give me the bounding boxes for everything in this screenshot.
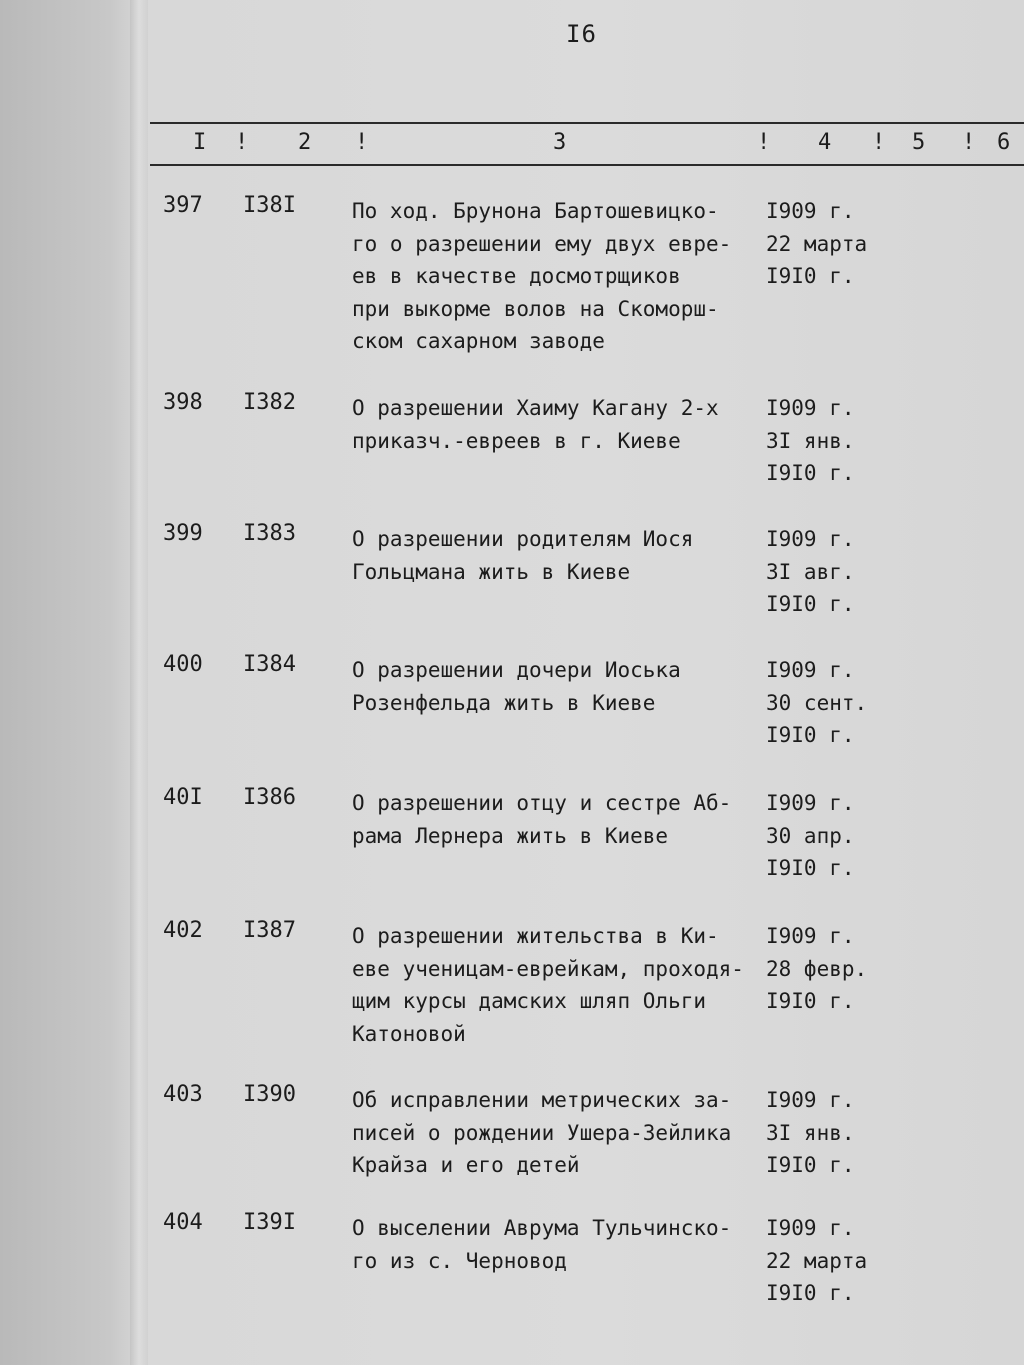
header-col-1: I xyxy=(193,130,207,155)
row-title: По ход. Брунона Бартошевицко- го о разрешении ему двух евре- ев в качестве досмотрщиков при выкорме волов на Скоморш- ском сахарном заводе xyxy=(352,199,732,353)
page-spine-shadow xyxy=(130,0,148,1365)
header-col-6: 6 xyxy=(997,130,1011,155)
row-code: I383 xyxy=(243,521,296,546)
row-number: 403 xyxy=(163,1082,203,1107)
header-col-3: 3 xyxy=(553,130,567,155)
row-title: О разрешении жительства в Ки- еве ученицам-еврейкам, проходя- щим курсы дамских шляп Ольги Катоновой xyxy=(352,924,744,1046)
row-code: I386 xyxy=(243,785,296,810)
row-number: 402 xyxy=(163,918,203,943)
row-dates: I909 г. 3I янв. I9I0 г. xyxy=(766,1088,855,1177)
row-dates: I909 г. 30 апр. I9I0 г. xyxy=(766,791,855,880)
row-dates: I909 г. 3I авг. I9I0 г. xyxy=(766,527,855,616)
page-number: I6 xyxy=(566,20,597,48)
row-dates: I909 г. 28 февр. I9I0 г. xyxy=(766,924,868,1013)
header-rule-bottom xyxy=(150,164,1024,166)
header-separator: ! xyxy=(235,130,249,155)
row-dates: I909 г. 3I янв. I9I0 г. xyxy=(766,396,855,485)
row-dates: I909 г. 30 сент. I9I0 г. xyxy=(766,658,868,747)
header-separator: ! xyxy=(757,130,771,155)
header-col-5: 5 xyxy=(912,130,926,155)
row-title: О выселении Аврума Тульчинско- го из с. Черновод xyxy=(352,1216,732,1273)
row-title: Об исправлении метрических за- писей о рождении Ушера-Зейлика Крайза и его детей xyxy=(352,1088,732,1177)
row-number: 400 xyxy=(163,652,203,677)
row-title: О разрешении родителям Иося Гольцмана жить в Киеве xyxy=(352,527,694,584)
header-rule-top xyxy=(150,122,1024,124)
row-code: I387 xyxy=(243,918,296,943)
row-title: О разрешении отцу и сестре Аб- рама Лернера жить в Киеве xyxy=(352,791,732,848)
row-number: 404 xyxy=(163,1210,203,1235)
row-code: I390 xyxy=(243,1082,296,1107)
header-separator: ! xyxy=(872,130,886,155)
row-code: I382 xyxy=(243,390,296,415)
row-code: I384 xyxy=(243,652,296,677)
row-code: I38I xyxy=(243,193,296,218)
header-separator: ! xyxy=(355,130,369,155)
row-number: 398 xyxy=(163,390,203,415)
row-dates: I909 г. 22 марта I9I0 г. xyxy=(766,1216,868,1305)
row-dates: I909 г. 22 марта I9I0 г. xyxy=(766,199,868,288)
header-separator: ! xyxy=(962,130,976,155)
header-col-4: 4 xyxy=(818,130,832,155)
row-code: I39I xyxy=(243,1210,296,1235)
row-number: 399 xyxy=(163,521,203,546)
row-number: 397 xyxy=(163,193,203,218)
row-title: О разрешении Хаиму Кагану 2-х приказч.-евреев в г. Киеве xyxy=(352,396,719,453)
row-number: 40I xyxy=(163,785,203,810)
header-col-2: 2 xyxy=(298,130,312,155)
row-title: О разрешении дочери Иоська Розенфельда жить в Киеве xyxy=(352,658,681,715)
